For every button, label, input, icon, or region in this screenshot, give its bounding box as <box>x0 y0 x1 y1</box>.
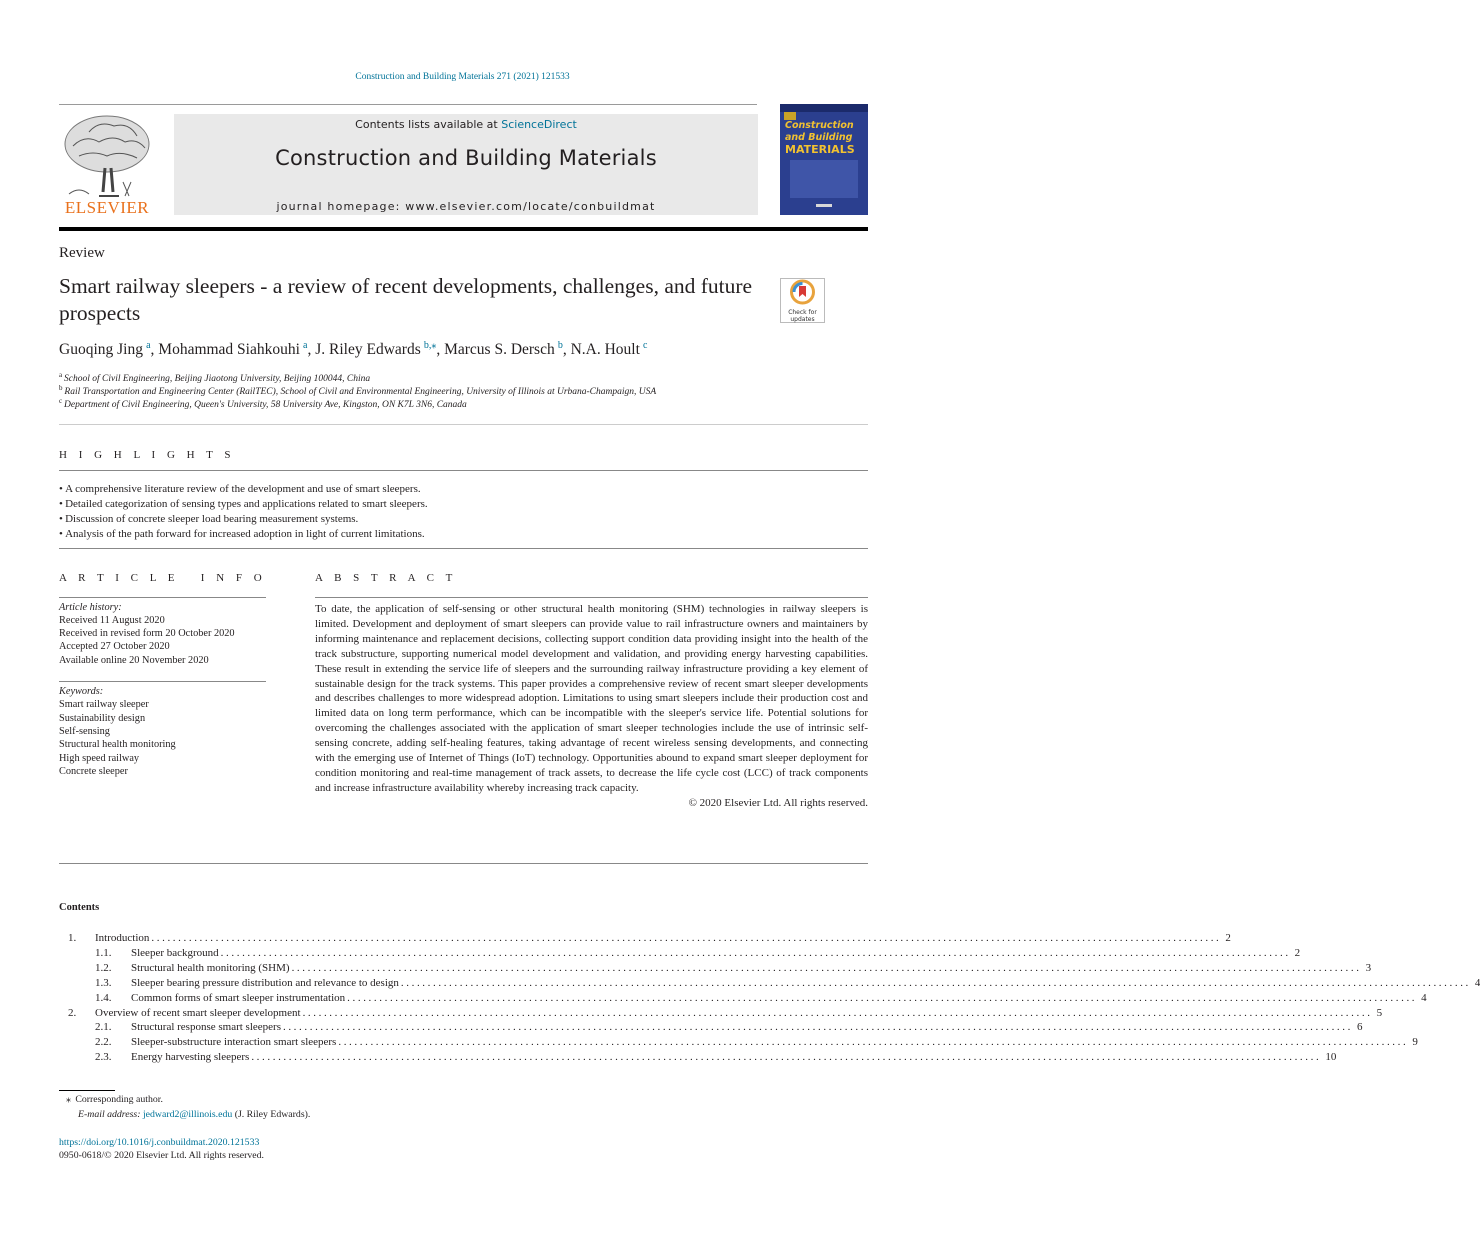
email-note <box>78 1109 310 1120</box>
author-name: N.A. Hoult <box>570 341 640 359</box>
elsevier-logo <box>59 112 155 216</box>
abstract-copyright: © 2020 Elsevier Ltd. All rights reserved. <box>688 796 868 809</box>
author[interactable] <box>59 341 151 358</box>
author-name: J. Riley Edwards <box>315 341 421 359</box>
toc-entry-number: 2.2. <box>95 1036 112 1049</box>
header-divider <box>59 104 757 105</box>
contents-heading: Contents <box>59 902 100 913</box>
check-updates-icon <box>781 279 824 305</box>
affiliation-text: School of Civil Engineering, Beijing Jiaotong University, Beijing 100044, China <box>64 374 371 385</box>
toc-entry-title: Sleeper-substructure interaction smart sleepers <box>131 1036 337 1049</box>
affiliation-text: Rail Transportation and Engineering Center (RailTEC), School of Civil and Environmental Engineering, University of Illinois at Urbana-Champaign, USA <box>64 387 657 398</box>
issn-copyright: 0950-0618/© 2020 Elsevier Ltd. All rights reserved. <box>59 1150 264 1161</box>
toc-leader-dots: ........................................................................................................................................................................................................ <box>251 1051 1322 1064</box>
toc-entry-title: Energy harvesting sleepers <box>131 1051 250 1064</box>
history-revised: Received in revised form 20 October 2020 <box>59 628 235 639</box>
author-list: Guoqing Jing $^a$, Mohammad Siahkouhi $^a$, J. Riley Edwards $^{b,⁎}$, Marcus S. Dersch $^b$, N.A. Hoult $^c$ <box>59 340 648 359</box>
author[interactable] <box>158 341 307 358</box>
history-received: Received 11 August 2020 <box>59 615 165 626</box>
highlights-bottom-rule <box>59 548 868 549</box>
affiliation-mark: b <box>59 384 63 392</box>
toc-entry-title: Sleeper bearing pressure distribution and relevance to design <box>131 976 399 989</box>
toc-entry-page: 5 <box>1376 1006 1383 1019</box>
toc-leader-dots: ........................................................................................................................................................................................................ <box>282 1021 1353 1034</box>
cover-band <box>780 104 868 112</box>
toc-entry-title: Common forms of smart sleeper instrumentation <box>131 991 346 1004</box>
article-type: Review <box>59 245 105 261</box>
toc-leader-dots: ........................................................................................................................................................................................................ <box>338 1036 1409 1049</box>
toc-leader-dots: ........................................................................................................................................................................................................ <box>151 932 1222 944</box>
abstract <box>315 602 868 811</box>
affiliation-mark: c <box>59 397 63 405</box>
history-online: Available online 20 November 2020 <box>59 655 209 666</box>
author-name: Mohammad Siahkouhi <box>158 341 300 359</box>
toc-entry-title: Overview of recent smart sleeper development <box>95 1006 301 1019</box>
highlight-item: • Discussion of concrete sleeper load bearing measurement systems. <box>59 513 359 525</box>
toc-entry-number: 1.1. <box>95 946 112 959</box>
keywords-label: Keywords: <box>59 686 104 697</box>
email-owner: (J. Riley Edwards). <box>234 1109 311 1120</box>
article-info-rule <box>59 597 266 598</box>
affiliation <box>59 371 370 384</box>
journal-header-box <box>174 114 758 215</box>
author-affiliation-mark[interactable]: a <box>303 340 308 351</box>
journal-cover-image <box>780 104 868 215</box>
header-thick-rule <box>59 227 868 231</box>
highlights-top-rule <box>59 470 868 471</box>
toc-entry-title: Introduction <box>95 932 150 944</box>
keyword: High speed railway <box>59 753 140 764</box>
check-for-updates-button[interactable] <box>780 278 825 323</box>
contents-prefix: Contents lists available at <box>355 118 502 131</box>
highlights-heading: H I G H L I G H T S <box>59 449 236 461</box>
corresponding-mark: ⁎ <box>66 1094 71 1105</box>
abstract-bottom-rule <box>59 863 868 864</box>
toc-entry[interactable] <box>59 1006 1383 1022</box>
cover-title <box>785 120 865 156</box>
doi-link[interactable]: https://doi.org/10.1016/j.conbuildmat.2020.121533 <box>59 1137 260 1148</box>
affiliation <box>59 397 467 410</box>
toc-entry-title: Structural health monitoring (SHM) <box>131 961 290 974</box>
keyword: Structural health monitoring <box>59 739 176 750</box>
author[interactable] <box>444 341 563 358</box>
toc-entry-number: 1.4. <box>95 991 112 1004</box>
sciencedirect-link[interactable]: ScienceDirect <box>501 118 577 131</box>
toc-entry-number: 2.3. <box>95 1051 112 1064</box>
highlight-item: • Analysis of the path forward for increased adoption in light of current limitations. <box>59 528 425 540</box>
corresponding-author-note <box>66 1094 163 1105</box>
toc-entry-page: 3 <box>1365 961 1372 974</box>
toc-entry-page: 2 <box>1225 932 1231 944</box>
toc-leader-dots: ........................................................................................................................................................................................................ <box>302 1006 1373 1019</box>
toc-entry-number: 1.3. <box>95 976 112 989</box>
toc-entry-page: 4 <box>1421 991 1427 1004</box>
footnote-rule <box>59 1090 115 1091</box>
toc-entry-title: Sleeper background <box>131 946 219 959</box>
toc-leader-dots: ........................................................................................................................................................................................................ <box>220 946 1291 959</box>
keyword: Sustainability design <box>59 713 146 724</box>
affiliations-divider <box>59 424 868 425</box>
corresponding-text: Corresponding author. <box>75 1094 163 1105</box>
toc-entry[interactable] <box>59 991 1427 1007</box>
toc-leader-dots: ........................................................................................................................................................................................................ <box>400 976 1471 989</box>
cover-emblem-icon <box>784 112 796 120</box>
elsevier-wordmark: ELSEVIER <box>64 198 150 217</box>
toc-entry[interactable] <box>59 932 1231 947</box>
author-affiliation-mark[interactable]: b <box>557 340 563 351</box>
keyword: Concrete sleeper <box>59 766 128 777</box>
highlight-text: Analysis of the path forward for increased adoption in light of current limitations. <box>65 528 425 540</box>
author[interactable] <box>571 341 648 358</box>
toc-leader-dots: ........................................................................................................................................................................................................ <box>347 991 1418 1004</box>
author[interactable] <box>315 341 436 358</box>
journal-title: Construction and Building Materials <box>275 146 657 170</box>
affiliation <box>59 384 656 397</box>
toc-entry-number: 2.1. <box>95 1021 112 1034</box>
article-history-label: Article history: <box>59 602 122 613</box>
affiliation-mark: a <box>59 371 63 379</box>
toc-entry[interactable] <box>59 961 1372 977</box>
cover-text-block <box>790 160 858 198</box>
email-label: E-mail address: <box>78 1109 141 1120</box>
toc-entry-page: 4 <box>1474 976 1480 989</box>
toc-entry-page: 2 <box>1294 946 1301 959</box>
history-accepted: Accepted 27 October 2020 <box>59 641 170 652</box>
author-affiliation-mark[interactable]: a <box>146 340 151 351</box>
toc-entry[interactable] <box>59 1021 1363 1036</box>
email-link[interactable]: jedward2@illinois.edu <box>142 1109 233 1120</box>
cover-title-line-1: Construction and Building <box>785 120 854 143</box>
toc-entry-page: 10 <box>1325 1051 1337 1064</box>
cover-title-line-2: MATERIALS <box>785 143 855 156</box>
cover-logo-mark <box>816 204 832 207</box>
keywords-rule <box>59 681 266 682</box>
toc-entry-page: 9 <box>1412 1036 1418 1049</box>
toc-entry-number: 2. <box>68 1006 77 1019</box>
highlight-item: • Detailed categorization of sensing types and applications related to smart sleepers. <box>59 498 428 510</box>
author-affiliation-mark[interactable]: b,⁎ <box>423 340 437 351</box>
keyword: Self-sensing <box>59 726 110 737</box>
author-name: Marcus S. Dersch <box>444 341 555 359</box>
toc-entry-page: 6 <box>1356 1021 1363 1034</box>
elsevier-tree-icon <box>59 112 155 198</box>
abstract-text: To date, the application of self-sensing or other structural health monitoring (SHM) technologies in railway sleepers is limited. Development and deployment of smart sleepers can provide value to rail infrastructure owners and maintainers by informing maintenance and replacement decisions, collecting support condition data providing insight into the health of the track substructure, supporting numerical model development and validation, and providing energy harvesting capabilities. These result in extending the service life of sleepers and the surrounding railway infrastructure providing a key element of sustainable design for the track systems. This paper provides a comprehensive review of recent smart sleeper developments and describes challenges to more widespread adoption. Limitations to using smart sleepers include their production cost and limited data on long term performance, which can be incompatible with the sleeper's service life. Potential solutions for overcoming the challenges associated with the application of smart sleeper technologies include the use of intrinsic self-sensing concrete, adding self-healing features, taking advantage of recent wireless sensing developments, and connecting with the emerging use of Internet of Things (IoT) technology. Opportunities abound to expand smart sleeper deployment for condition monitoring and real-time management of track assets, to decrease the life cycle cost (LCC) of track components and increase infrastructure availability whereby increasing track capacity. <box>315 603 868 794</box>
toc-entry-number: 1.2. <box>95 961 112 974</box>
article-title: Smart railway sleepers - a review of recent developments, challenges, and future prospects <box>59 274 753 325</box>
toc-entry[interactable] <box>59 946 1301 962</box>
abstract-heading: A B S T R A C T <box>315 572 457 584</box>
highlight-text: Detailed categorization of sensing types and applications related to smart sleepers. <box>65 498 428 510</box>
toc-entry-title: Structural response smart sleepers <box>131 1021 281 1034</box>
toc-entry[interactable] <box>59 1051 1337 1066</box>
keyword: Smart railway sleeper <box>59 699 149 710</box>
toc-entry[interactable] <box>59 1036 1418 1051</box>
highlight-text: A comprehensive literature review of the development and use of smart sleepers. <box>65 483 421 495</box>
affiliation-text: Department of Civil Engineering, Queen's University, 58 University Ave, Kingston, ON K7L 3N6, Canada <box>64 400 467 411</box>
toc-entry-number: 1. <box>68 932 77 944</box>
highlight-text: Discussion of concrete sleeper load bearing measurement systems. <box>65 513 359 525</box>
author-affiliation-mark[interactable]: c <box>643 340 648 351</box>
toc-leader-dots: ........................................................................................................................................................................................................ <box>291 961 1362 974</box>
author-name: Guoqing Jing <box>59 341 143 359</box>
check-updates-label: Check for updates <box>788 309 817 323</box>
abstract-rule <box>315 597 868 598</box>
toc-entry[interactable] <box>59 976 1480 992</box>
journal-reference-link[interactable]: Construction and Building Materials 271 (2021) 121533 <box>355 72 570 82</box>
article-info-heading: A R T I C L E I N F O <box>59 572 267 584</box>
contents-available-line <box>174 118 758 131</box>
journal-homepage[interactable]: journal homepage: www.elsevier.com/locate/conbuildmat <box>276 200 656 213</box>
highlight-item: • A comprehensive literature review of the development and use of smart sleepers. <box>59 483 421 495</box>
